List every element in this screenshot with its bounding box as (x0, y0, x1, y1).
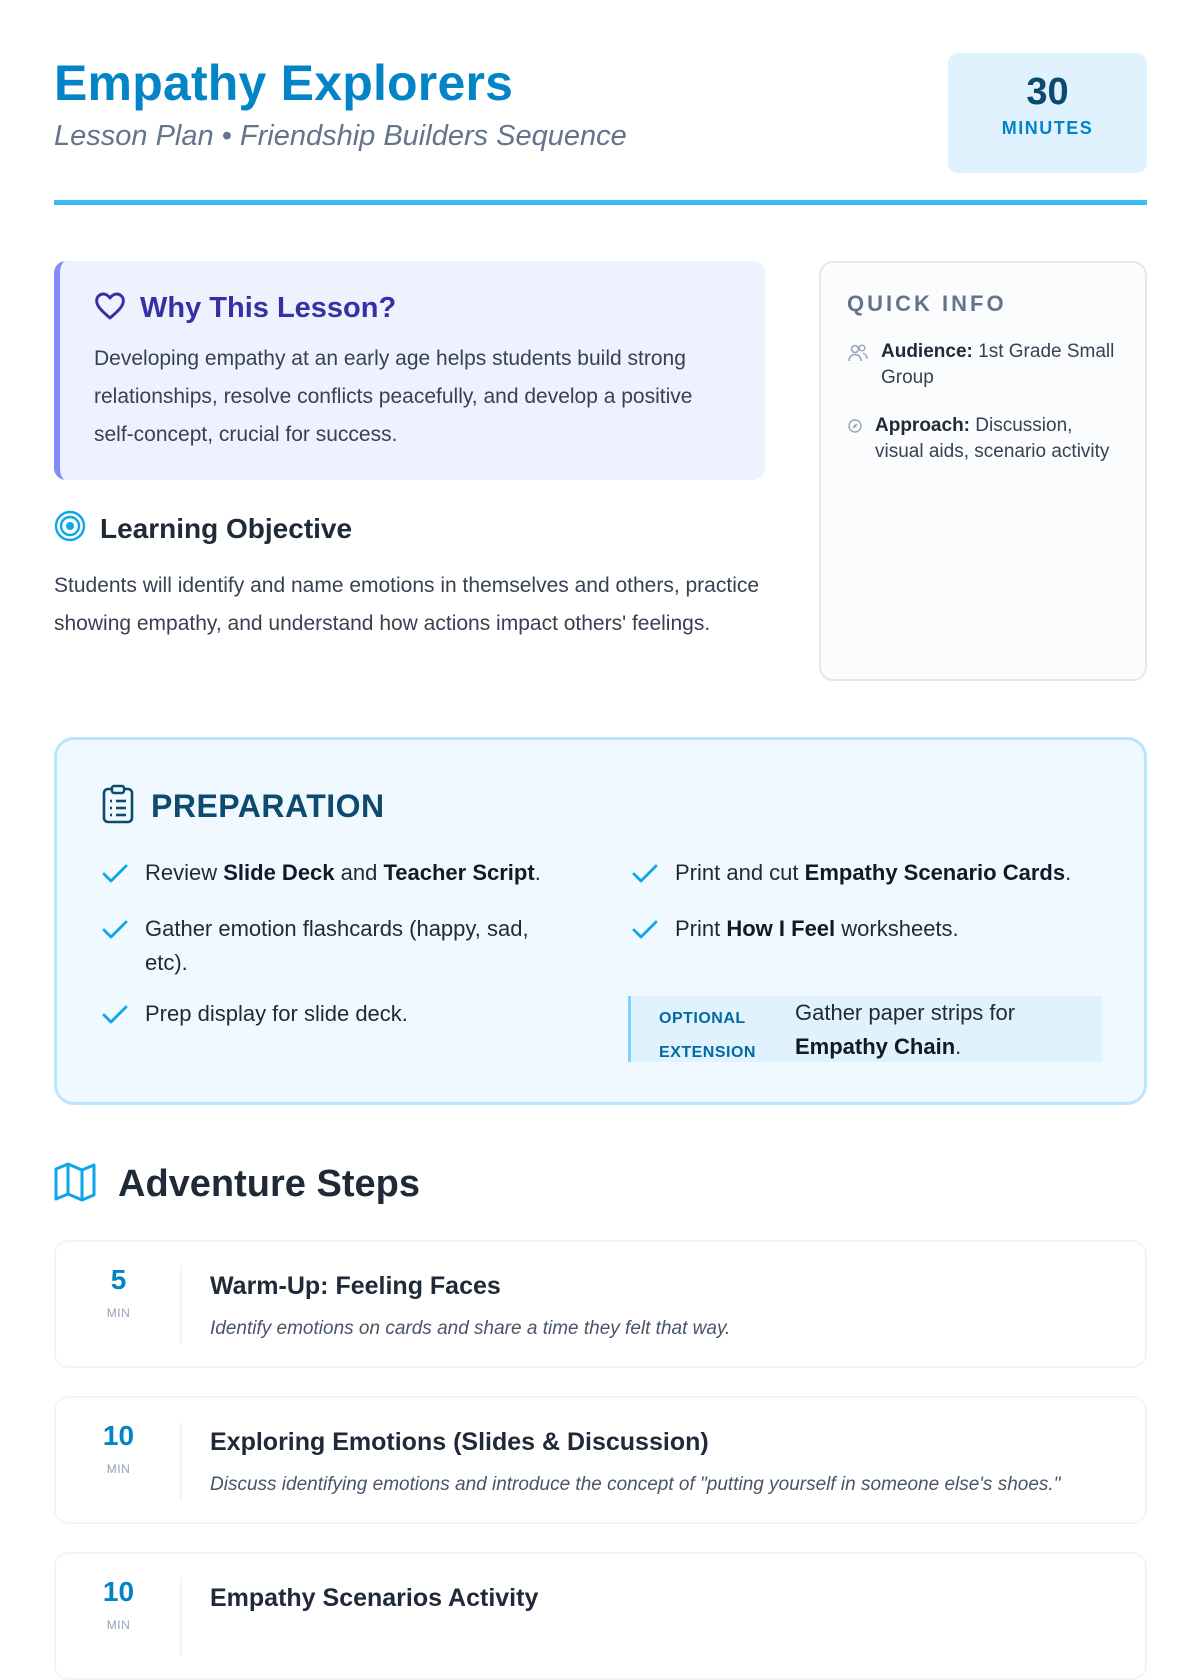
why-lesson-title: Why This Lesson? (140, 292, 397, 324)
audience-value: 1st Grade Small Group (881, 341, 1115, 388)
check-icon (101, 1003, 129, 1037)
map-icon (54, 1162, 96, 1207)
users-icon (847, 342, 869, 372)
duration-value: 30 (1026, 71, 1069, 113)
prep-item: Gather emotion flashcards (happy, sad, etc). (101, 912, 571, 980)
approach-value: Discussion, visual aids, scenario activity (875, 415, 1110, 462)
why-lesson-card (54, 261, 765, 480)
duration-badge (948, 53, 1147, 173)
audience-info (847, 339, 1119, 391)
step-card (54, 1552, 1147, 1680)
why-lesson-body: Developing empathy at an early age helps students build strong relationships, resolve conflicts peacefully, and develop a positive self-concept, crucial for success. (94, 347, 693, 446)
step-name: Warm-Up: Feeling Faces (210, 1272, 501, 1300)
approach-info (847, 413, 1119, 465)
adventure-steps-title: Adventure Steps (118, 1163, 420, 1205)
header-divider (54, 200, 1147, 205)
page-subtitle: Lesson Plan • Friendship Builders Sequence (54, 120, 627, 152)
preparation-section (54, 737, 1147, 1105)
check-icon (631, 862, 659, 896)
check-icon (101, 862, 129, 896)
step-name: Empathy Scenarios Activity (210, 1584, 539, 1612)
audience-label: Audience: (881, 341, 973, 362)
target-icon (54, 510, 86, 547)
approach-label: Approach: (875, 415, 970, 436)
step-duration: 5 MIN (106, 1264, 131, 1320)
optional-extension-text: Gather paper strips for Empathy Chain. (795, 1000, 1016, 1059)
step-duration: 10 MIN (102, 1576, 135, 1632)
quick-info-panel (819, 261, 1147, 681)
adventure-steps-header (54, 1162, 420, 1207)
step-name: Exploring Emotions (Slides & Discussion) (210, 1428, 709, 1456)
step-description: Discuss identifying emotions and introduce the concept of "putting yourself in someone else's shoes." (210, 1474, 1061, 1495)
prep-item: Review Slide Deck and Teacher Script. (101, 856, 571, 896)
header (54, 50, 1147, 205)
check-icon (101, 918, 129, 980)
prep-item: Prep display for slide deck. (101, 997, 571, 1037)
learning-objective-title: Learning Objective (100, 512, 353, 544)
quick-info-title: QUICK INFO (847, 291, 1007, 316)
page-title: Empathy Explorers (54, 55, 514, 111)
prep-item: Print How I Feel worksheets. (631, 912, 1111, 952)
learning-objective (54, 510, 765, 643)
clipboard-icon (101, 784, 135, 829)
check-icon (631, 918, 659, 952)
prep-item: Print and cut Empathy Scenario Cards. (631, 856, 1111, 896)
optional-extension-tag: OPTIONAL EXTENSION (659, 1010, 756, 1061)
optional-extension (628, 996, 1102, 1062)
step-card (54, 1396, 1147, 1524)
lesson-plan-page (54, 0, 1147, 1632)
heart-icon (94, 291, 126, 326)
compass-icon (847, 416, 863, 442)
duration-unit: MINUTES (1001, 118, 1094, 138)
step-card (54, 1240, 1147, 1368)
preparation-title: PREPARATION (151, 788, 385, 824)
step-description: Identify emotions on cards and share a time they felt that way. (210, 1318, 731, 1339)
learning-objective-body: Students will identify and name emotions in themselves and others, practice showing empathy, and understand how actions impact others' feelings. (54, 574, 760, 635)
step-duration: 10 MIN (102, 1420, 135, 1476)
